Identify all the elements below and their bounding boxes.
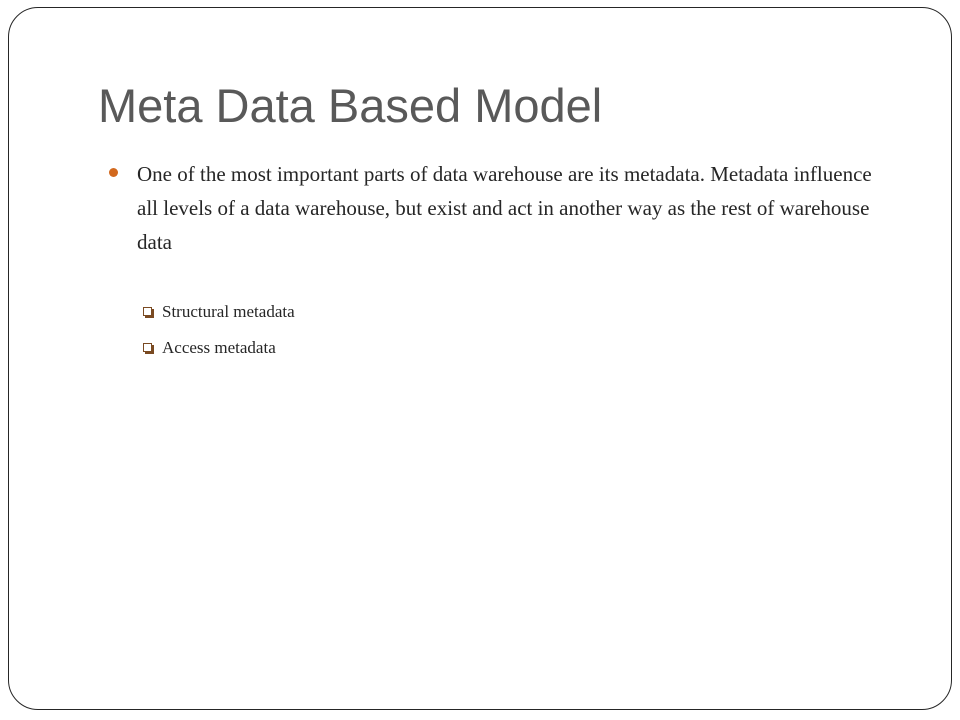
- checkbox-bullet-icon: [143, 307, 154, 318]
- sub-item-structural-metadata: [143, 301, 295, 323]
- sub-item-label: Access metadata: [162, 338, 276, 357]
- sub-item-access-metadata: [143, 337, 276, 359]
- bullet-dot-icon: [109, 168, 118, 177]
- slide-title: Meta Data Based Model: [98, 79, 603, 132]
- sub-item-label: Structural metadata: [162, 302, 295, 321]
- bullet-text: One of the most important parts of data warehouse are its metadata. Metadata influence all levels of a data warehouse, but exist and act in another way as the rest of warehouse data: [137, 162, 872, 254]
- checkbox-bullet-icon: [143, 343, 154, 354]
